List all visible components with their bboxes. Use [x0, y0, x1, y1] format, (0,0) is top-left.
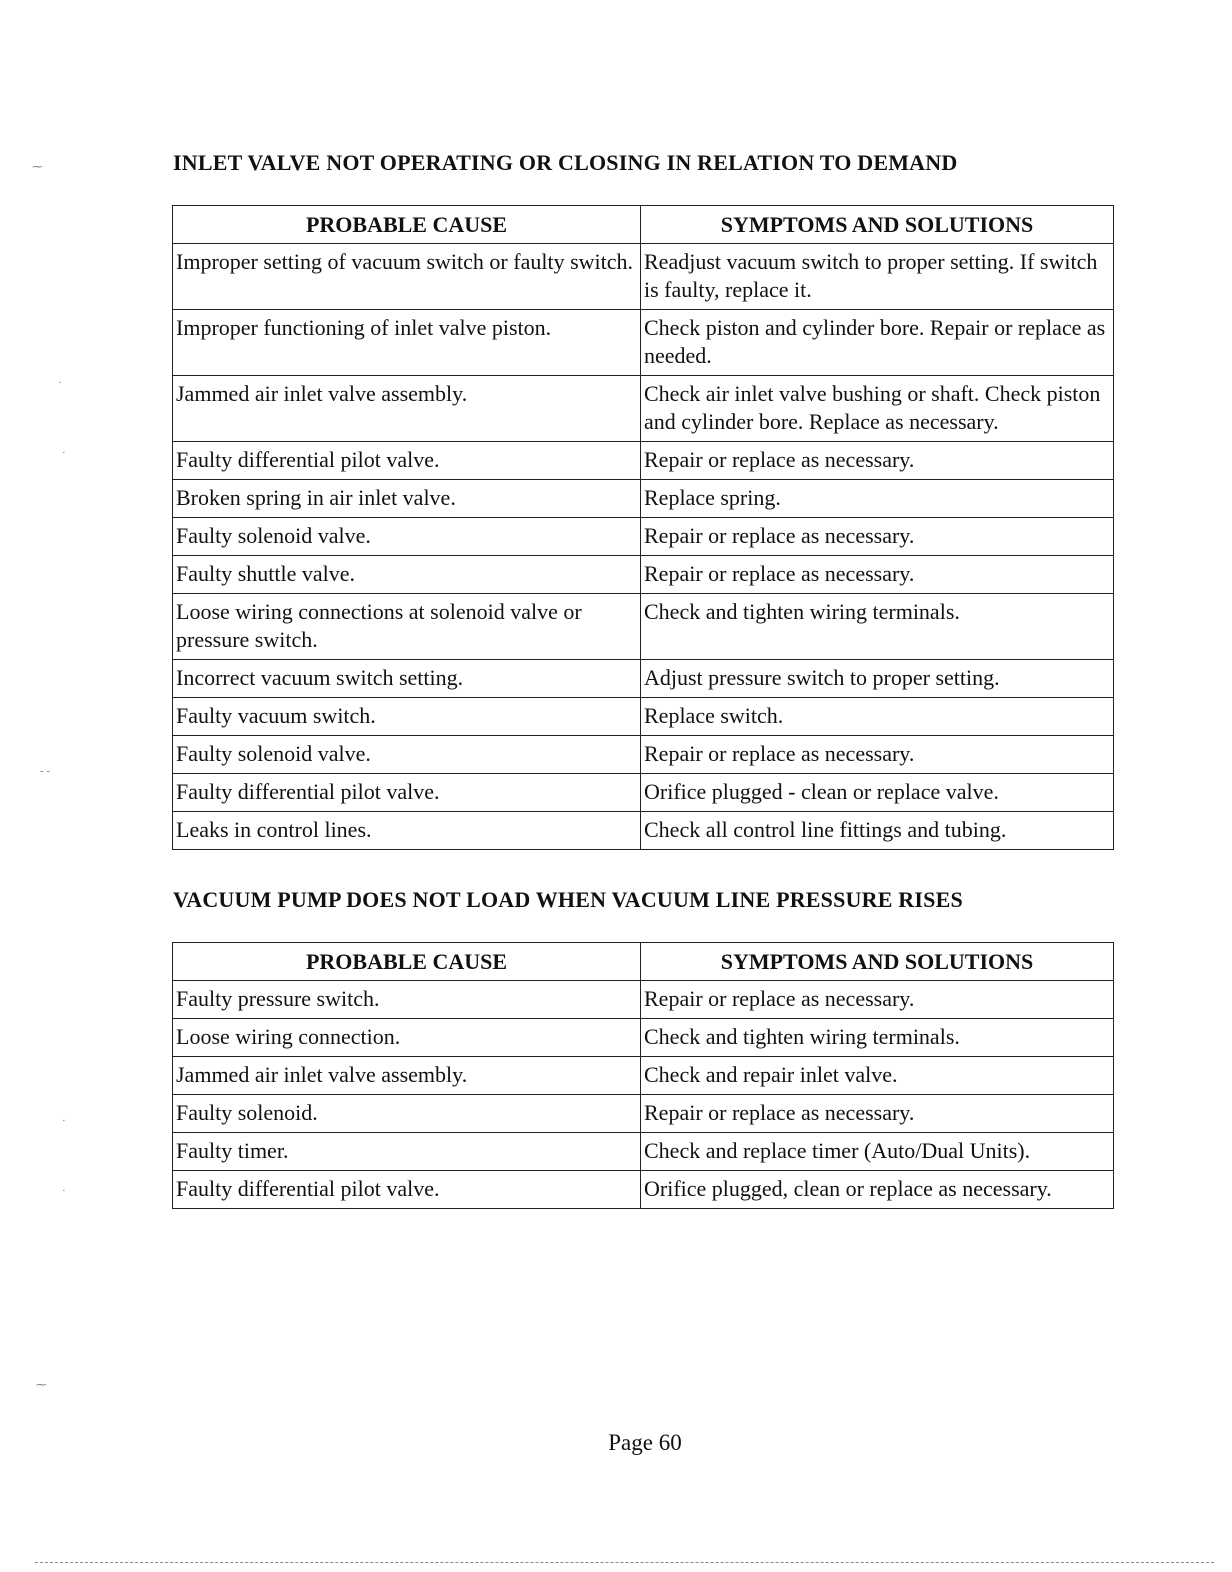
scan-mark: ⁓	[32, 161, 43, 173]
solution-cell: Check and repair inlet valve.	[641, 1057, 1114, 1095]
solution-cell: Adjust pressure switch to proper setting.	[641, 660, 1114, 698]
probable-cause-cell: Faulty differential pilot valve.	[173, 774, 641, 812]
section-title-inlet-valve: INLET VALVE NOT OPERATING OR CLOSING IN RELATION TO DEMAND	[173, 150, 958, 175]
probable-cause-cell: Jammed air inlet valve assembly.	[173, 376, 641, 442]
table-row	[173, 812, 1114, 850]
scan-mark: ·	[62, 1185, 66, 1197]
probable-cause-cell: Improper functioning of inlet valve piston.	[173, 310, 641, 376]
scan-mark: ⁓	[36, 1379, 47, 1391]
table-row	[173, 556, 1114, 594]
scan-mark: ·	[62, 447, 66, 459]
probable-cause-cell: Improper setting of vacuum switch or faulty switch.	[173, 244, 641, 310]
solution-cell: Repair or replace as necessary.	[641, 981, 1114, 1019]
probable-cause-cell: Faulty solenoid valve.	[173, 736, 641, 774]
solution-cell: Replace switch.	[641, 698, 1114, 736]
probable-cause-cell: Faulty differential pilot valve.	[173, 442, 641, 480]
solution-cell: Orifice plugged - clean or replace valve.	[641, 774, 1114, 812]
table-row	[173, 442, 1114, 480]
table-row	[173, 736, 1114, 774]
solution-cell: Check and tighten wiring terminals.	[641, 594, 1114, 660]
solution-cell: Repair or replace as necessary.	[641, 442, 1114, 480]
probable-cause-cell: Jammed air inlet valve assembly.	[173, 1057, 641, 1095]
probable-cause-cell: Faulty differential pilot valve.	[173, 1171, 641, 1209]
table-header-row	[173, 206, 1114, 244]
table-row	[173, 698, 1114, 736]
table-row	[173, 774, 1114, 812]
solution-cell: Replace spring.	[641, 480, 1114, 518]
table-row	[173, 376, 1114, 442]
page-bottom-edge	[35, 1562, 1214, 1563]
solution-cell: Repair or replace as necessary.	[641, 556, 1114, 594]
table-row	[173, 1095, 1114, 1133]
solution-cell: Check and replace timer (Auto/Dual Units).	[641, 1133, 1114, 1171]
probable-cause-cell: Broken spring in air inlet valve.	[173, 480, 641, 518]
probable-cause-cell: Loose wiring connection.	[173, 1019, 641, 1057]
solution-cell: Readjust vacuum switch to proper setting. If switch is faulty, replace it.	[641, 244, 1114, 310]
solution-cell: Repair or replace as necessary.	[641, 736, 1114, 774]
table-row	[173, 1057, 1114, 1095]
troubleshooting-table-inlet-valve	[172, 205, 1114, 850]
table-row	[173, 594, 1114, 660]
troubleshooting-table-vacuum-pump	[172, 942, 1114, 1209]
solution-cell: Check air inlet valve bushing or shaft. Check piston and cylinder bore. Replace as necessary.	[641, 376, 1114, 442]
scan-mark: ·	[58, 377, 62, 389]
probable-cause-cell: Leaks in control lines.	[173, 812, 641, 850]
probable-cause-cell: Faulty shuttle valve.	[173, 556, 641, 594]
header-probable-cause: PROBABLE CAUSE	[173, 206, 641, 244]
solution-cell: Check all control line fittings and tubing.	[641, 812, 1114, 850]
table-row	[173, 310, 1114, 376]
probable-cause-cell: Incorrect vacuum switch setting.	[173, 660, 641, 698]
solution-cell: Orifice plugged, clean or replace as necessary.	[641, 1171, 1114, 1209]
header-symptoms-solutions: SYMPTOMS AND SOLUTIONS	[641, 943, 1114, 981]
probable-cause-cell: Faulty solenoid.	[173, 1095, 641, 1133]
solution-cell: Repair or replace as necessary.	[641, 518, 1114, 556]
table-row	[173, 244, 1114, 310]
table-row	[173, 1019, 1114, 1057]
probable-cause-cell: Faulty vacuum switch.	[173, 698, 641, 736]
table-row	[173, 1133, 1114, 1171]
probable-cause-cell: Loose wiring connections at solenoid valve or pressure switch.	[173, 594, 641, 660]
scan-mark: ·	[62, 1115, 66, 1127]
probable-cause-cell: Faulty solenoid valve.	[173, 518, 641, 556]
table-row	[173, 660, 1114, 698]
table-row	[173, 1171, 1114, 1209]
solution-cell: Check piston and cylinder bore. Repair or replace as needed.	[641, 310, 1114, 376]
table-row	[173, 480, 1114, 518]
solution-cell: Repair or replace as necessary.	[641, 1095, 1114, 1133]
solution-cell: Check and tighten wiring terminals.	[641, 1019, 1114, 1057]
table-header-row	[173, 943, 1114, 981]
table-row	[173, 981, 1114, 1019]
table-row	[173, 518, 1114, 556]
probable-cause-cell: Faulty timer.	[173, 1133, 641, 1171]
scan-mark: - -	[40, 765, 51, 777]
header-symptoms-solutions: SYMPTOMS AND SOLUTIONS	[641, 206, 1114, 244]
section-title-vacuum-pump: VACUUM PUMP DOES NOT LOAD WHEN VACUUM LINE PRESSURE RISES	[173, 887, 963, 912]
probable-cause-cell: Faulty pressure switch.	[173, 981, 641, 1019]
header-probable-cause: PROBABLE CAUSE	[173, 943, 641, 981]
page-number: Page 60	[608, 1430, 682, 1455]
